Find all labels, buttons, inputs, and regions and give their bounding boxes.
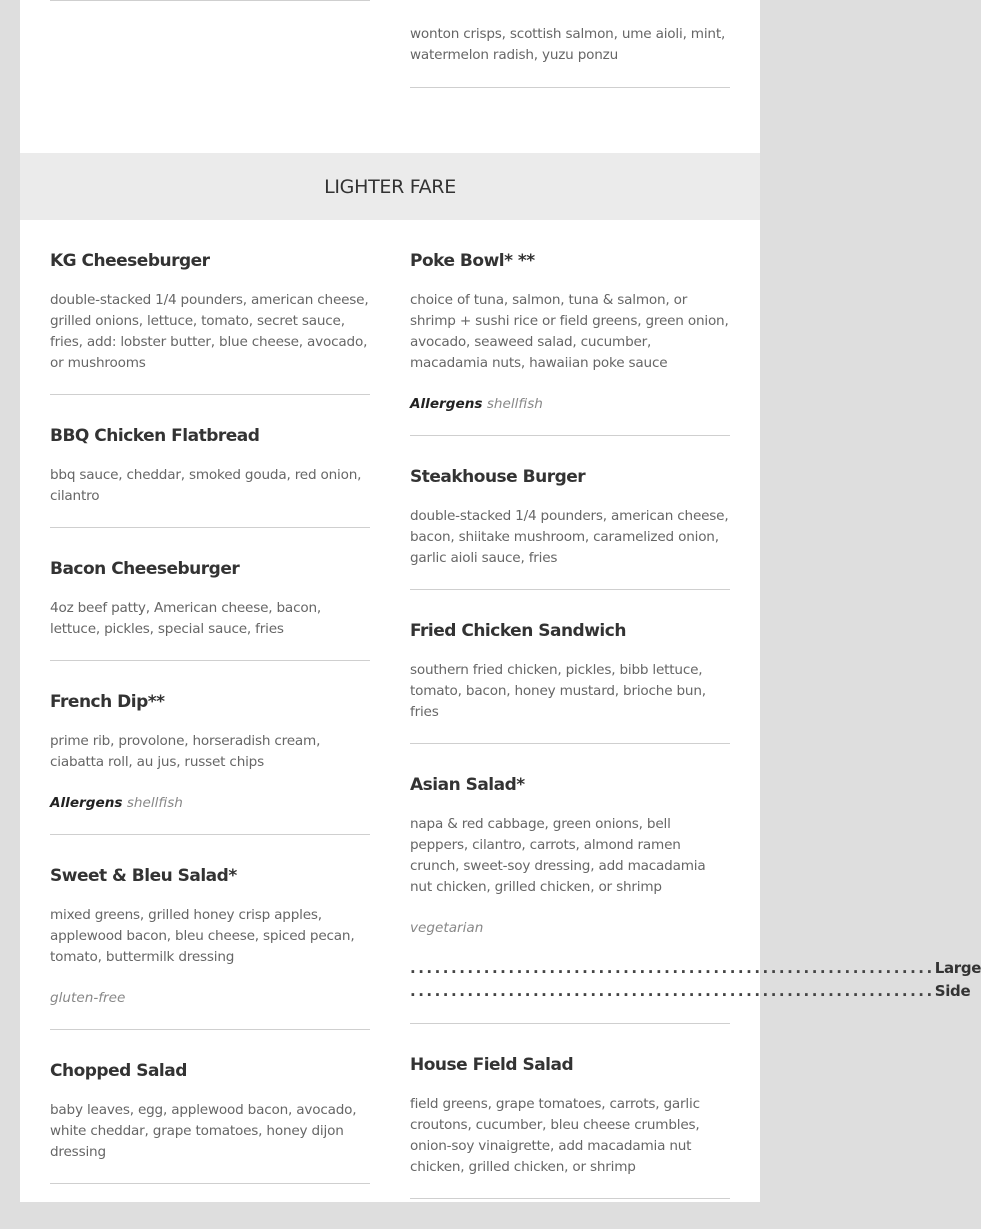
item-name: BBQ Chicken Flatbread — [50, 426, 260, 446]
allergens-label: Allergens — [410, 396, 483, 412]
item-name: Poke Bowl* ** — [410, 251, 535, 271]
size-option-side — [410, 980, 971, 1003]
item-description: 4oz beef patty, American cheese, bacon, lettuce, pickles, special sauce, fries — [50, 600, 321, 637]
menu-item — [410, 24, 730, 88]
item-description: double-stacked 1/4 pounders, american cheese, grilled onions, lettuce, tomato, secret sauce, fries, add: lobster butter, blue cheese, avocado, or mushrooms — [50, 292, 369, 371]
item-description: napa & red cabbage, green onions, bell peppers, cilantro, carrots, almond ramen crunch, sweet-soy dressing, add macadamia nut chicken, grilled chicken, or shrimp — [410, 816, 706, 895]
allergens-label: Allergens — [50, 795, 123, 811]
dot-leader: ................................................................ — [410, 959, 935, 977]
allergens-line — [50, 793, 370, 814]
item-description: wonton crisps, scottish salmon, ume aioli, mint, watermelon radish, yuzu ponzu — [410, 26, 726, 63]
menu-item — [410, 1054, 730, 1199]
right-column — [410, 250, 981, 1229]
menu-item — [410, 250, 730, 436]
item-description: field greens, grape tomatoes, carrots, garlic croutons, cucumber, bleu cheese crumbles, onion-soy vinaigrette, add macadamia nut chicken, grilled chicken, or shrimp — [410, 1096, 700, 1175]
menu-item — [410, 620, 730, 744]
divider — [50, 0, 370, 1]
menu-item — [50, 691, 370, 835]
item-description: southern fried chicken, pickles, bibb lettuce, tomato, bacon, honey mustard, brioche bun, fries — [410, 662, 706, 720]
menu-item — [50, 250, 370, 395]
diet-tag: vegetarian — [410, 920, 484, 936]
size-option-large — [410, 957, 981, 980]
item-name: French Dip** — [50, 692, 165, 712]
size-label: Large — [934, 959, 981, 977]
item-name: Fried Chicken Sandwich — [410, 621, 626, 641]
divider — [410, 87, 730, 88]
item-name: House Field Salad — [410, 1055, 574, 1075]
item-name: Asian Salad* — [410, 775, 525, 795]
menu-page — [20, 0, 981, 1202]
menu-item — [50, 558, 370, 661]
item-name: Bacon Cheeseburger — [50, 559, 240, 579]
allergens-value: shellfish — [486, 396, 543, 412]
item-name: Steakhouse Burger — [410, 467, 586, 487]
item-description: choice of tuna, salmon, tuna & salmon, or shrimp + sushi rice or field greens, green onion, avocado, seaweed salad, cucumber, macadamia nuts, hawaiian poke sauce — [410, 292, 729, 371]
item-description: double-stacked 1/4 pounders, american cheese, bacon, shiitake mushroom, caramelized onion, garlic aioli sauce, fries — [410, 508, 729, 566]
menu-columns — [20, 220, 981, 1229]
item-description: baby leaves, egg, applewood bacon, avocado, white cheddar, grape tomatoes, honey dijon dressing — [50, 1102, 357, 1160]
menu-item — [50, 1060, 370, 1184]
item-name: KG Cheeseburger — [50, 251, 210, 271]
item-description: mixed greens, grilled honey crisp apples, applewood bacon, bleu cheese, spiced pecan, tomato, buttermilk dressing — [50, 907, 355, 965]
left-column — [50, 250, 370, 1229]
item-name: Sweet & Bleu Salad* — [50, 866, 237, 886]
menu-item — [50, 865, 370, 1030]
diet-tag: gluten-free — [50, 990, 126, 1006]
item-name: Chopped Salad — [50, 1061, 187, 1081]
previous-section-tail — [20, 0, 760, 153]
allergens-line — [410, 394, 730, 415]
menu-item — [50, 425, 370, 528]
menu-item — [410, 466, 730, 590]
section-header — [20, 153, 760, 220]
menu-item — [410, 774, 981, 1024]
allergens-value: shellfish — [126, 795, 183, 811]
item-description: bbq sauce, cheddar, smoked gouda, red onion, cilantro — [50, 467, 362, 504]
size-options — [410, 957, 981, 1003]
dot-leader: ................................................................ — [410, 982, 935, 1000]
size-label: Side — [934, 982, 971, 1000]
item-description: prime rib, provolone, horseradish cream, ciabatta roll, au jus, russet chips — [50, 733, 321, 770]
section-title: LIGHTER FARE — [324, 175, 456, 198]
